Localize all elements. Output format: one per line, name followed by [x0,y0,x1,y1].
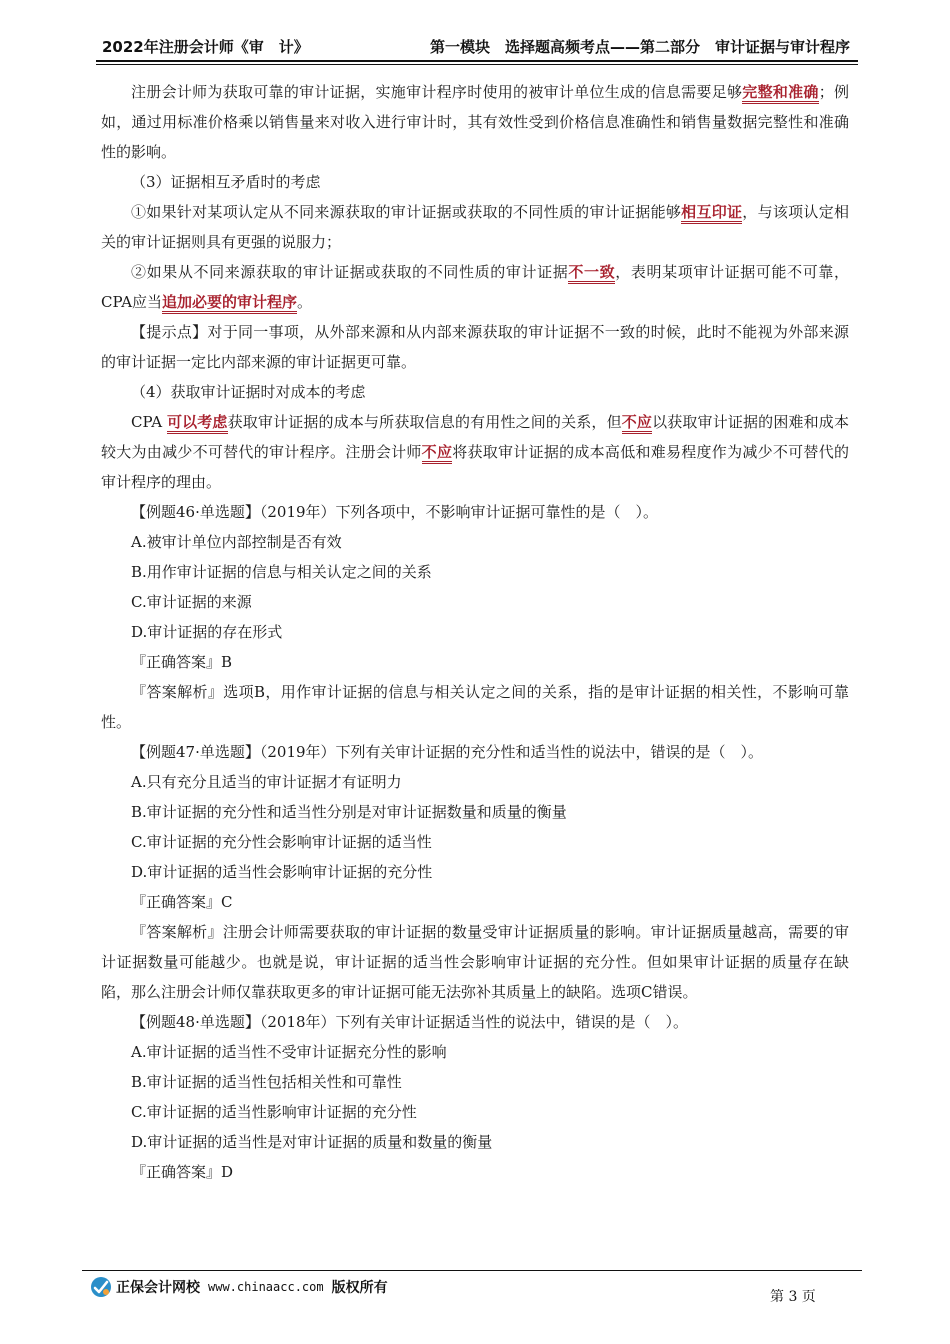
question-47-option-a: A.只有充分且适当的审计证据才有证明力 [131,773,402,791]
paragraph-info-completeness [101,77,849,167]
question-46-option-c: C.审计证据的来源 [131,593,252,611]
page-footer [90,1274,388,1300]
question-46-option-d: D.审计证据的存在形式 [131,623,283,641]
text: ，表明某项审计证据可能不可靠，CPA应当 [101,263,849,311]
paragraph-cost [101,407,849,497]
highlight-inconsistent: 不一致 [568,263,615,284]
question-48-answer: 『正确答案』D [131,1163,234,1181]
question-48-option-a: A.审计证据的适当性不受审计证据充分性的影响 [131,1043,447,1061]
question-47-answer: 『正确答案』C [131,893,233,911]
text: ①如果针对某项认定从不同来源获取的审计证据或获取的不同性质的审计证据能够 [131,203,682,221]
text: 获取审计证据的成本与所获取信息的有用性之间的关系，但 [227,413,622,431]
question-47-stem: 【例题47·单选题】（2019年）下列有关审计证据的充分性和适当性的说法中，错误的是（ ）。 [131,743,764,761]
paragraph-corroborate [101,197,849,257]
text: 注册会计师为获取可靠的审计证据，实施审计程序时使用的被审计单位生成的信息需要足够 [131,83,743,101]
question-46-option-b: B.用作审计证据的信息与相关认定之间的关系 [131,563,432,581]
header-rule-thin [96,64,858,65]
text: 。 [297,293,313,311]
paragraph-inconsistent [101,257,849,317]
footer-rule [82,1270,862,1271]
header-rule-thick [96,60,858,62]
text: CPA [131,413,167,431]
text: ，与该项认定相关的审计证据则具有更强的说服力； [101,203,849,251]
question-47-option-c: C.审计证据的充分性会影响审计证据的适当性 [131,833,432,851]
text: ②如果从不同来源获取的审计证据或获取的不同性质的审计证据 [131,263,569,281]
question-47-analysis: 『答案解析』注册会计师需要获取的审计证据的数量受审计证据质量的影响。审计证据质量越高，需要的审计证据数量可能越少。也就是说，审计证据的适当性会影响审计证据的充分性。但如果审计证据的质量存在缺陷，那么注册会计师仅靠获取更多的审计证据可能无法弥补其质量上的缺陷。选项C错误。 [101,923,849,1001]
text: ；例如，通过用标准价格乘以销售量来对收入进行审计时，其有效性受到价格信息准确性和销售量数据完整性和准确性的影响。 [101,83,849,161]
question-48-option-b: B.审计证据的适当性包括相关性和可靠性 [131,1073,402,1091]
header-section: 第一模块 选择题高频考点——第二部分 审计证据与审计程序 [429,38,850,56]
question-48-option-c: C.审计证据的适当性影响审计证据的充分性 [131,1103,417,1121]
footer-rights: 版权所有 [331,1280,388,1296]
paragraph-tip: 【提示点】对于同一事项，从外部来源和从内部来源获取的审计证据不一致的时候，此时不能视为外部来源的审计证据一定比内部来源的审计证据更可靠。 [101,323,849,371]
header-title: 2022年注册会计师《审 计》 [102,38,309,56]
chinaacc-logo-icon [90,1276,112,1298]
footer-brand: 正保会计网校 [116,1280,200,1296]
question-46-answer: 『正确答案』B [131,653,233,671]
highlight-corroborate: 相互印证 [681,203,742,224]
page-header [96,34,858,58]
subheading-contradiction: （3）证据相互矛盾时的考虑 [131,173,321,191]
page-content [101,77,849,1187]
highlight-should-not-2: 不应 [422,443,453,464]
question-48-stem: 【例题48·单选题】（2018年）下列有关审计证据适当性的说法中，错误的是（ ）。 [131,1013,689,1031]
highlight-complete-accurate: 完整和准确 [742,83,818,104]
text: 以获取审计证据的困难和成本较大为由减少不可替代的审计程序。注册会计师 [101,413,849,461]
page-number: 第 3 页 [770,1289,816,1305]
subheading-cost: （4）获取审计证据时对成本的考虑 [131,383,366,401]
text: 将获取审计证据的成本高低和难易程度作为减少不可替代的审计程序的理由。 [101,443,849,491]
highlight-should-not-1: 不应 [622,413,652,434]
question-46-analysis: 『答案解析』选项B，用作审计证据的信息与相关认定之间的关系，指的是审计证据的相关性，不影响可靠性。 [101,683,849,731]
question-46-option-a: A.被审计单位内部控制是否有效 [131,533,342,551]
footer-website: www.chinaacc.com [208,1280,324,1294]
highlight-additional-procedures: 追加必要的审计程序 [162,293,297,314]
question-48-option-d: D.审计证据的适当性是对审计证据的质量和数量的衡量 [131,1133,493,1151]
question-47-option-d: D.审计证据的适当性会影响审计证据的充分性 [131,863,433,881]
highlight-may-consider: 可以考虑 [167,413,228,434]
question-46-stem: 【例题46·单选题】（2019年）下列各项中，不影响审计证据可靠性的是（ ）。 [131,503,659,521]
question-47-option-b: B.审计证据的充分性和适当性分别是对审计证据数量和质量的衡量 [131,803,567,821]
